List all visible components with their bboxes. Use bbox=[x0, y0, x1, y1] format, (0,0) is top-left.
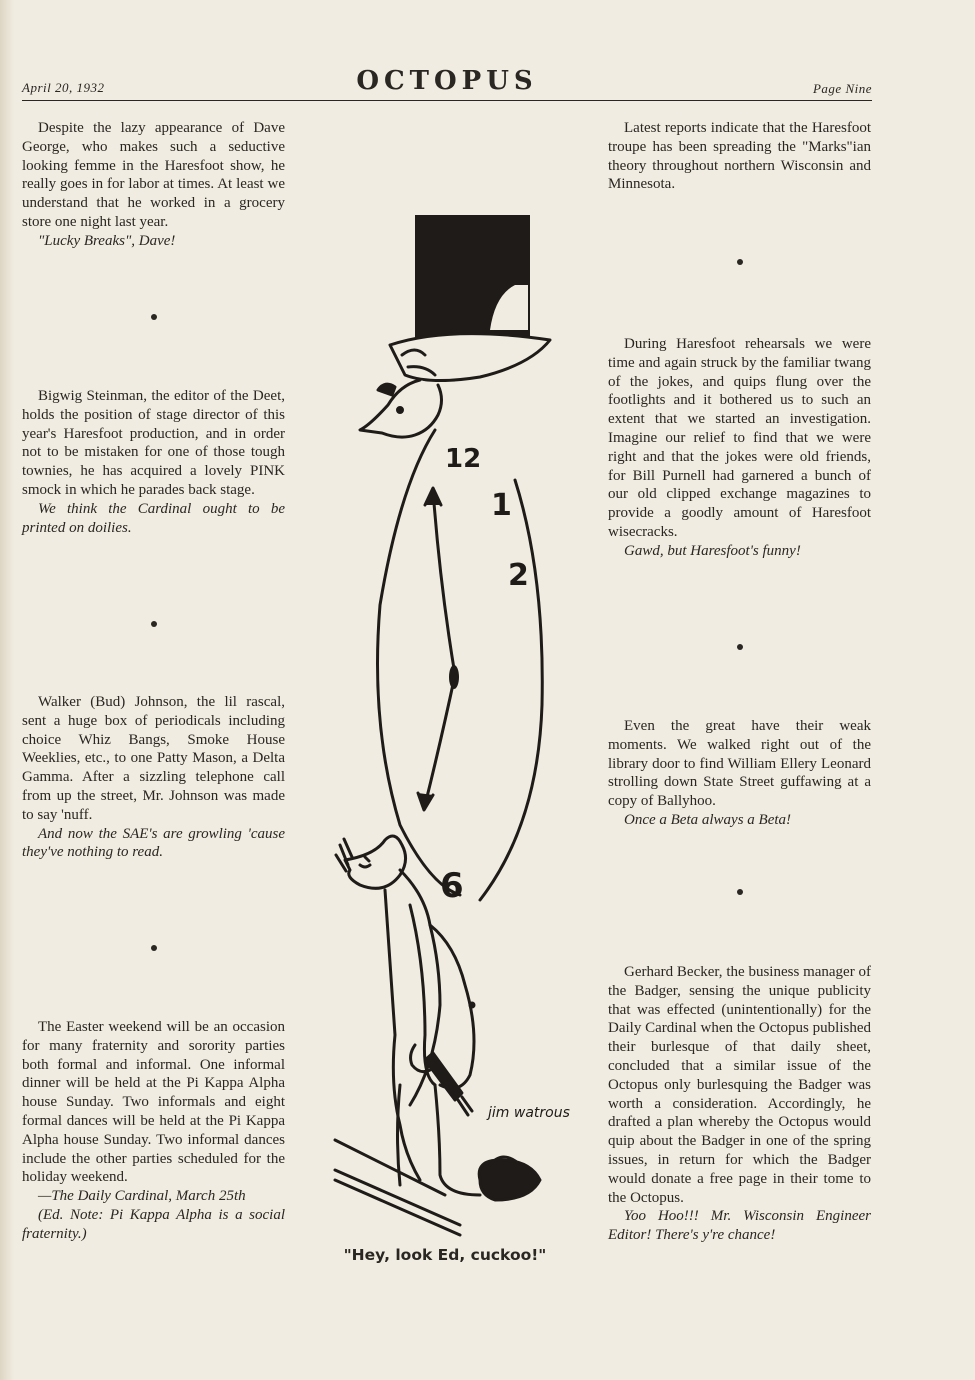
masthead-title: OCTOPUS bbox=[356, 66, 538, 96]
bag-icon bbox=[479, 1160, 540, 1200]
cuckoo-clock-cartoon bbox=[330, 205, 570, 1245]
clock-numeral: 6 bbox=[440, 866, 464, 906]
item-tagline: Once a Beta always a Beta! bbox=[624, 811, 792, 828]
separator-bullet bbox=[151, 621, 157, 627]
item-text: Walker (Bud) Johnson, the lil rascal, sent a huge box of periodicals including choice Whiz Bangs, Smoke House Weeklies, etc., to one Patty Mason, a Delta Gamma. After a sizzling telephone call from up the street, Mr. Johnson was made to say 'nuff. bbox=[22, 694, 285, 823]
item-tagline: We think the Cardinal ought to be printed on doilies. bbox=[22, 500, 285, 536]
clock-numeral: 12 bbox=[445, 444, 482, 474]
left-item-4 bbox=[22, 1018, 285, 1244]
item-text: Gerhard Becker, the business manager of the Badger, sensing the unique publicity that was effected (unintentionally) for the Daily Cardinal when the Octopus published their burlesque of that daily sheet, concluded that a similar issue of the Octopus only burlesquing the Badger was worth a consideration. Accordingly, he drafted a plan whereby the Octopus would quip about the Badger in one of the spring issues, in return for which the Badger would donate a free page in their tome to the Octopus. bbox=[608, 964, 871, 1206]
item-tagline: Gawd, but Haresfoot's funny! bbox=[624, 542, 801, 559]
item-tagline: Yoo Hoo!!! Mr. Wisconsin Engineer Editor! There's y're chance! bbox=[608, 1208, 871, 1244]
separator-bullet bbox=[737, 889, 743, 895]
left-item-1 bbox=[22, 119, 285, 251]
right-item-3 bbox=[608, 717, 871, 830]
item-source: —The Daily Cardinal, March 25th bbox=[38, 1188, 246, 1205]
right-item-1 bbox=[608, 119, 871, 194]
clock-numeral: 1 bbox=[491, 488, 512, 523]
cartoon-caption: "Hey, look Ed, cuckoo!" bbox=[343, 1246, 547, 1264]
item-tagline: And now the SAE's are growling 'cause they've nothing to read. bbox=[22, 825, 285, 861]
clock-outline-right bbox=[480, 480, 542, 900]
clock-hand-minute bbox=[433, 490, 455, 675]
paint-brush-icon bbox=[425, 1053, 462, 1100]
hat-brim-hand bbox=[390, 334, 550, 381]
editor-note: (Ed. Note: Pi Kappa Alpha is a social fraternity.) bbox=[22, 1206, 285, 1242]
left-item-3 bbox=[22, 693, 285, 862]
clock-hand-hour bbox=[425, 675, 455, 805]
item-text: Even the great have their weak moments. We walked right out of the library door to find William Ellery Leonard strolling down State Street guffawing at a copy of Ballyhoo. bbox=[608, 718, 871, 810]
issue-date: April 20, 1932 bbox=[22, 80, 105, 95]
page-header bbox=[22, 66, 872, 101]
separator-bullet bbox=[151, 945, 157, 951]
separator-bullet bbox=[737, 259, 743, 265]
right-item-4 bbox=[608, 963, 871, 1245]
man-head bbox=[345, 836, 406, 888]
separator-bullet bbox=[151, 314, 157, 320]
separator-bullet bbox=[737, 644, 743, 650]
left-item-2 bbox=[22, 387, 285, 537]
item-text: Despite the lazy appearance of Dave George, who makes such a seductive looking femme in the Haresfoot show, he really goes in for labor at times. At least we understand that he worked in a grocery store one night last year. bbox=[22, 120, 285, 230]
page-edge-shadow bbox=[0, 0, 14, 1380]
right-item-2 bbox=[608, 335, 871, 561]
item-tagline: "Lucky Breaks", Dave! bbox=[38, 232, 176, 249]
artist-signature: jim watrous bbox=[488, 1105, 570, 1121]
item-text: Latest reports indicate that the Haresfoot troupe has been spreading the "Marks"ian theory throughout northern Wisconsin and Minnesota. bbox=[608, 120, 871, 193]
item-text: The Easter weekend will be an occasion for many fraternity and sorority parties both formal and informal. One informal dinner will be held at the Pi Kappa Alpha house Sunday. Two informals and eight formal dances will be held at the Pi Kappa Alpha house Sunday. Two informal dances include the other parties scheduled for the holiday weekend. bbox=[22, 1019, 285, 1186]
item-text: Bigwig Steinman, the editor of the Deet, holds the position of stage director of this year's Haresfoot production, and in order not to be mistaken for one of those tough townies, he has acquired a lovely PINK smock in which he parades back stage. bbox=[22, 388, 285, 498]
page-number: Page Nine bbox=[812, 81, 872, 96]
item-text: During Haresfoot rehearsals we were time and again struck by the familiar twang of the jokes, and quips flung over the footlights and it bothered us to such an extent that we started an investigation. Imagine our relief to find that we were right and that the jokes were old friends, for Bill Purnell had garnered a bunch of our old clipped exchange magazines to provide a goodly amount of Haresfoot wisecracks. bbox=[608, 336, 871, 540]
clock-outline-left bbox=[378, 430, 461, 895]
clock-numeral: 2 bbox=[508, 558, 529, 593]
